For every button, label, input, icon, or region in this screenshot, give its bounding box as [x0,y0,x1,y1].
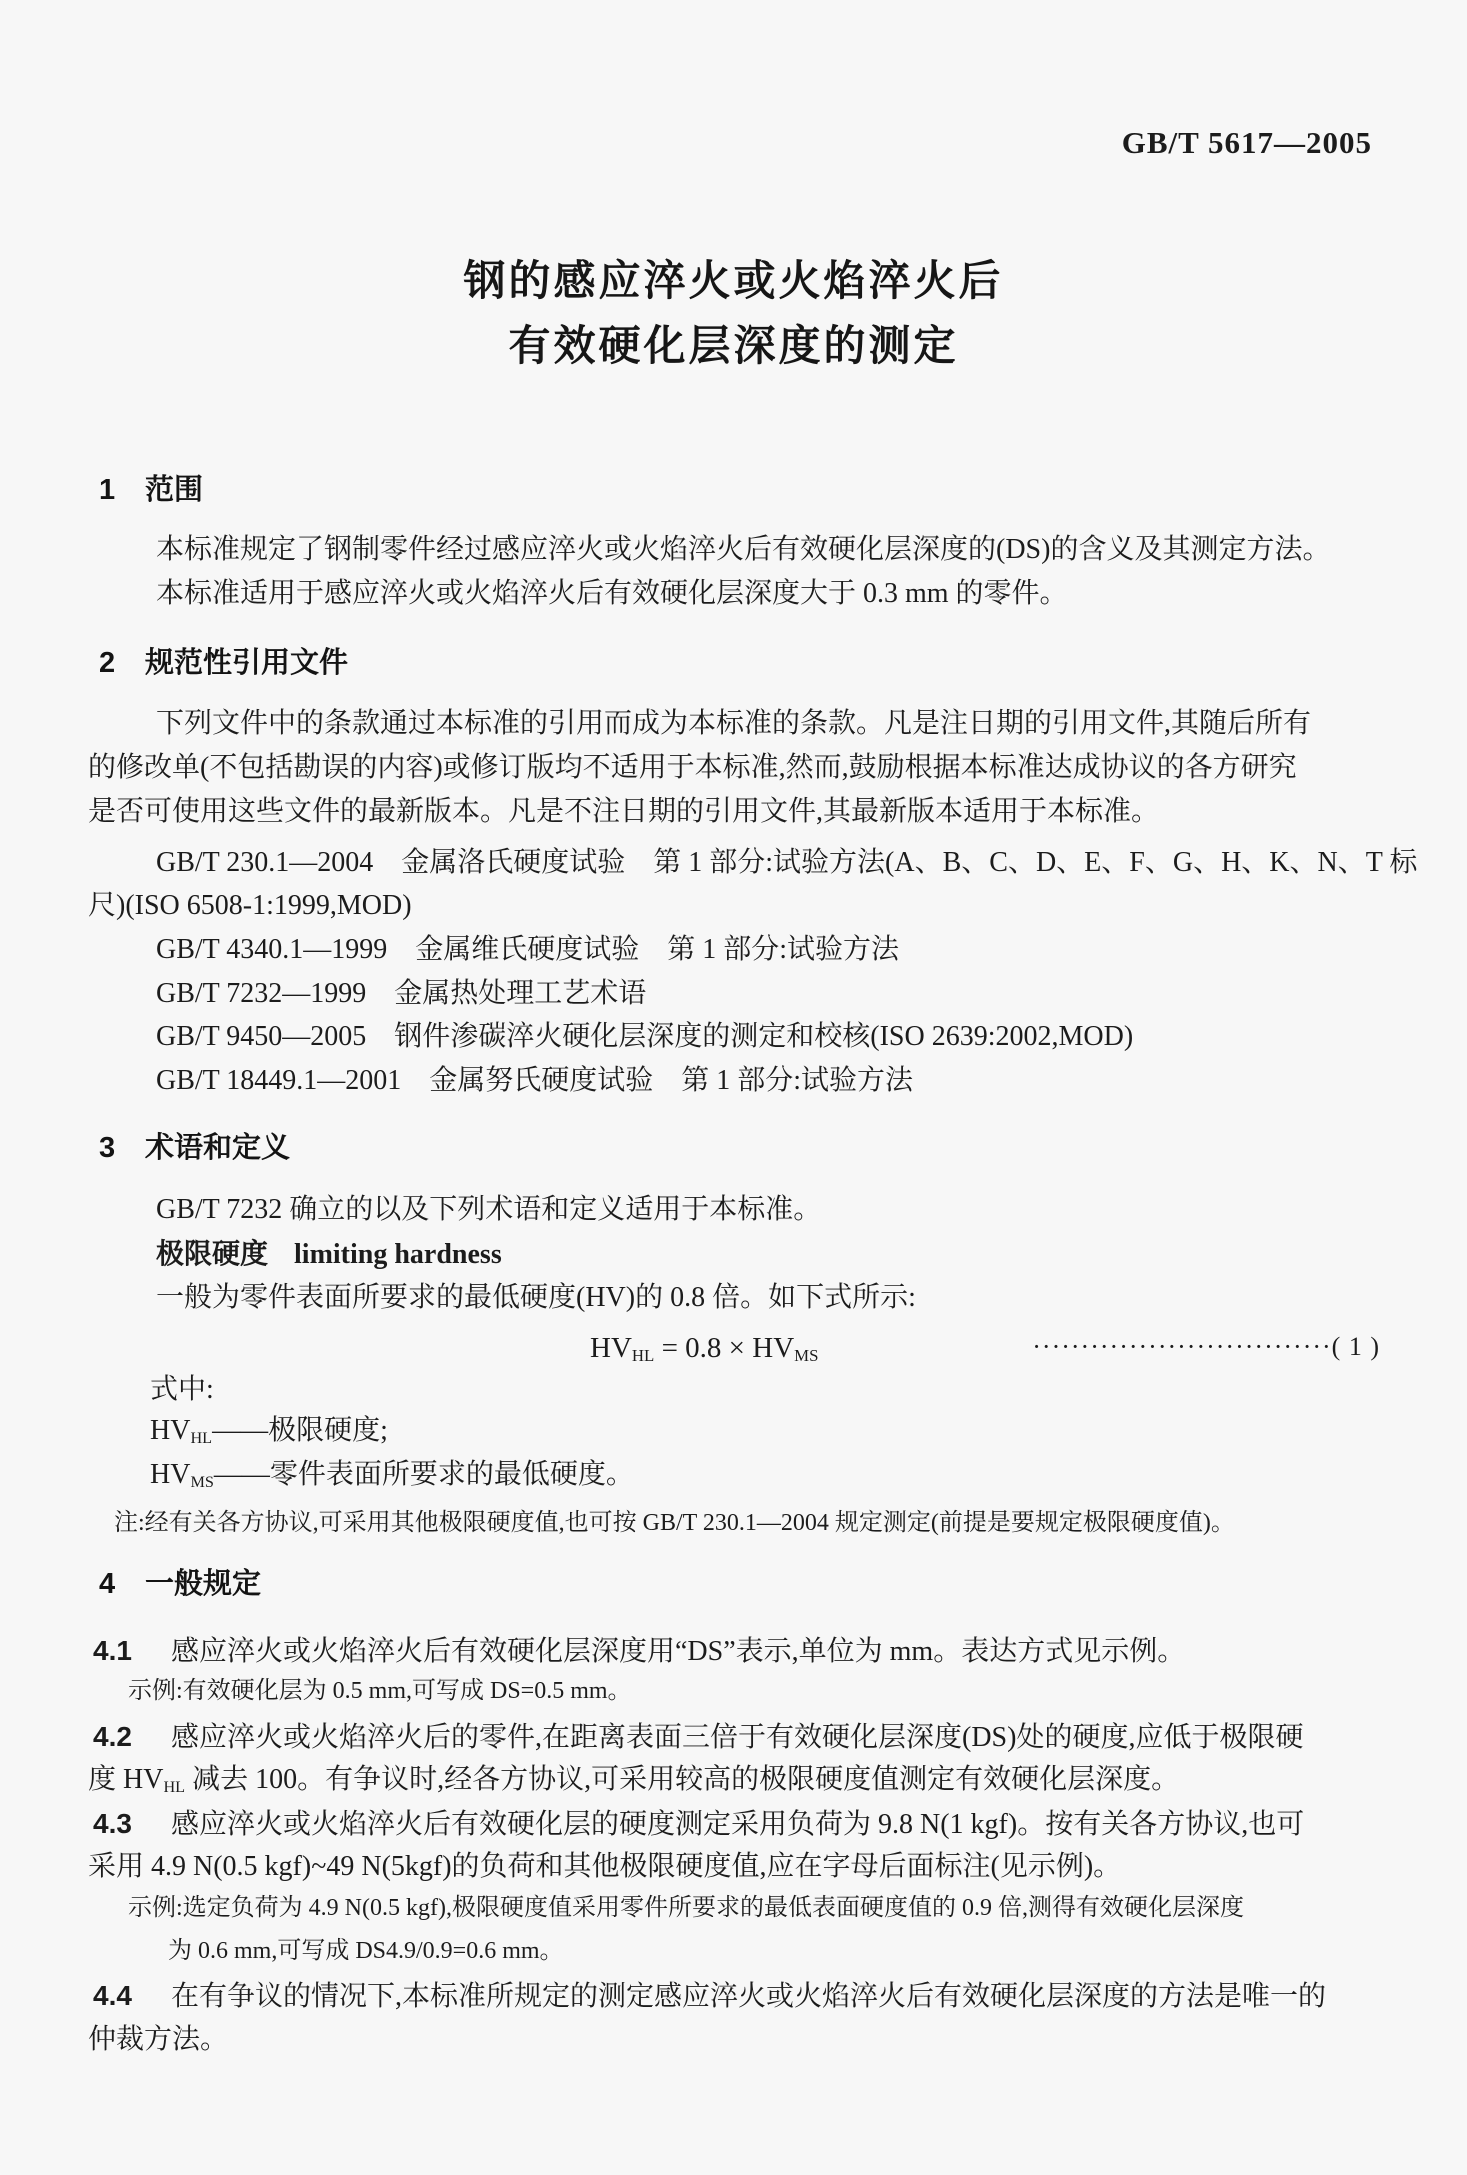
doc-title-line-2: 有效硬化层深度的测定 [508,322,959,369]
section-2-number: 2 [99,647,116,679]
formula-leader-and-number [1032,1332,1380,1362]
item-4-1-text: 感应淬火或火焰淬火后有效硬化层深度用“DS”表示,单位为 mm。表达方式见示例。 [171,1636,1186,1667]
formula-expression [590,1332,818,1365]
reference-1-line-2: 尺)(ISO 6508-1:1999,MOD) [88,890,412,921]
section-1-paragraph-2: 本标准适用于感应淬火或火焰淬火后有效硬化层深度大于 0.3 mm 的零件。 [156,578,1068,609]
item-4-2-hl-subscript: HL [163,1778,186,1797]
doc-title-line-1: 钢的感应淬火或火焰淬火后 [463,257,1004,304]
formula-number: ( 1 ) [1331,1332,1380,1361]
item-4-2-text: 感应淬火或火焰淬火后的零件,在距离表面三倍于有效硬化层深度(DS)处的硬度,应低于极限硬 [171,1722,1304,1753]
section-2-heading [99,645,348,681]
item-4-4-text: 在有争议的情况下,本标准所规定的测定感应淬火或火焰淬火后有效硬化层深度的方法是唯一的 [171,1981,1327,2012]
where-line-2 [150,1457,634,1492]
example-4-3-line-1: 示例:选定负荷为 4.9 N(0.5 kgf),极限硬度值采用零件所要求的最低表面硬度值的 0.9 倍,测得有效硬化层深度 [128,1895,1244,1921]
where-1-subscript: HL [190,1429,213,1448]
where-1-text: ——极限硬度; [212,1415,388,1446]
example-4-3-line-2: 为 0.6 mm,可写成 DS4.9/0.9=0.6 mm。 [168,1938,564,1964]
reference-3: GB/T 7232—1999 金属热处理工艺术语 [156,978,647,1009]
item-4-1 [93,1633,1185,1669]
item-4-2-line-1 [93,1719,1303,1755]
section-1-heading [99,472,203,508]
reference-1-line-1: GB/T 230.1—2004 金属洛氏硬度试验 第 1 部分:试验方法(A、B、C、D、E、F、G、H、K、N、T 标 [156,847,1418,878]
where-label: 式中: [150,1374,214,1405]
formula-row [90,1332,1380,1372]
section-3-heading [99,1130,290,1166]
section-3-number: 3 [99,1132,116,1164]
term-definition: 一般为零件表面所要求的最低硬度(HV)的 0.8 倍。如下式所示: [156,1282,916,1313]
doc-code: GB/T 5617—2005 [1121,125,1372,160]
section-1-number: 1 [99,474,116,506]
section-4-heading [99,1566,261,1602]
section-1-paragraph-1: 本标准规定了钢制零件经过感应淬火或火焰淬火后有效硬化层深度的(DS)的含义及其测定方法。 [156,534,1331,565]
where-line-1 [150,1413,388,1448]
section-4-title: 一般规定 [145,1568,262,1600]
formula-dot-leader: ······························· [1032,1332,1332,1361]
formula-operator: = 0.8 × [654,1332,753,1364]
section-2-intro-line-1: 下列文件中的条款通过本标准的引用而成为本标准的条款。凡是注日期的引用文件,其随后所有 [156,708,1312,739]
section-3-intro: GB/T 7232 确立的以及下列术语和定义适用于本标准。 [156,1194,822,1225]
where-2-subscript: MS [190,1473,214,1492]
where-2-text: ——零件表面所要求的最低硬度。 [213,1459,634,1490]
section-2-intro-line-2: 的修改单(不包括勘误的内容)或修订版均不适用于本标准,然而,鼓励根据本标准达成协议的各方研究 [88,752,1297,783]
term-english: limiting hardness [294,1239,502,1270]
where-1-symbol: HV [150,1415,191,1446]
item-4-2-line-2 [88,1762,1179,1797]
section-2-title: 规范性引用文件 [145,647,349,679]
reference-5: GB/T 18449.1—2001 金属努氏硬度试验 第 1 部分:试验方法 [156,1065,914,1096]
item-4-3-line-2: 采用 4.9 N(0.5 kgf)~49 N(5kgf)的负荷和其他极限硬度值,应在字母后面标注(见示例)。 [88,1851,1122,1882]
formula-hv-ms: HV [752,1332,795,1364]
note-line: 注:经有关各方协议,可采用其他极限硬度值,也可按 GB/T 230.1—2004 规定测定(前提是要规定极限硬度值)。 [114,1510,1235,1536]
example-4-1: 示例:有效硬化层为 0.5 mm,可写成 DS=0.5 mm。 [128,1678,632,1704]
item-4-2-line-2-post: 减去 100。有争议时,经各方协议,可采用较高的极限硬度值测定有效硬化层深度。 [185,1764,1180,1795]
item-4-3-number: 4.3 [93,1808,132,1839]
item-4-3-line-1 [93,1806,1304,1842]
item-4-1-number: 4.1 [93,1635,132,1666]
where-2-symbol: HV [150,1459,191,1490]
item-4-3-text: 感应淬火或火焰淬火后有效硬化层的硬度测定采用负荷为 9.8 N(1 kgf)。按有关各方协议,也可 [171,1809,1305,1840]
item-4-4-line-2: 仲裁方法。 [88,2024,229,2055]
term-line [156,1236,502,1272]
section-4-number: 4 [99,1568,116,1600]
item-4-2-number: 4.2 [93,1721,132,1752]
formula-ms-subscript: MS [794,1346,819,1366]
reference-4: GB/T 9450—2005 钢件渗碳淬火硬化层深度的测定和校核(ISO 2639:2002,MOD) [156,1021,1134,1052]
section-3-title: 术语和定义 [145,1132,291,1164]
item-4-2-line-2-pre: 度 HV [88,1764,164,1795]
formula-hl-subscript: HL [631,1346,655,1366]
item-4-4-number: 4.4 [93,1980,132,2011]
section-2-intro-line-3: 是否可使用这些文件的最新版本。凡是不注日期的引用文件,其最新版本适用于本标准。 [88,796,1160,827]
item-4-4-line-1 [93,1978,1326,2014]
reference-2: GB/T 4340.1—1999 金属维氏硬度试验 第 1 部分:试验方法 [156,934,900,965]
section-1-title: 范围 [145,474,204,506]
formula-hv-hl: HV [590,1332,632,1364]
term-chinese: 极限硬度 [156,1238,269,1269]
